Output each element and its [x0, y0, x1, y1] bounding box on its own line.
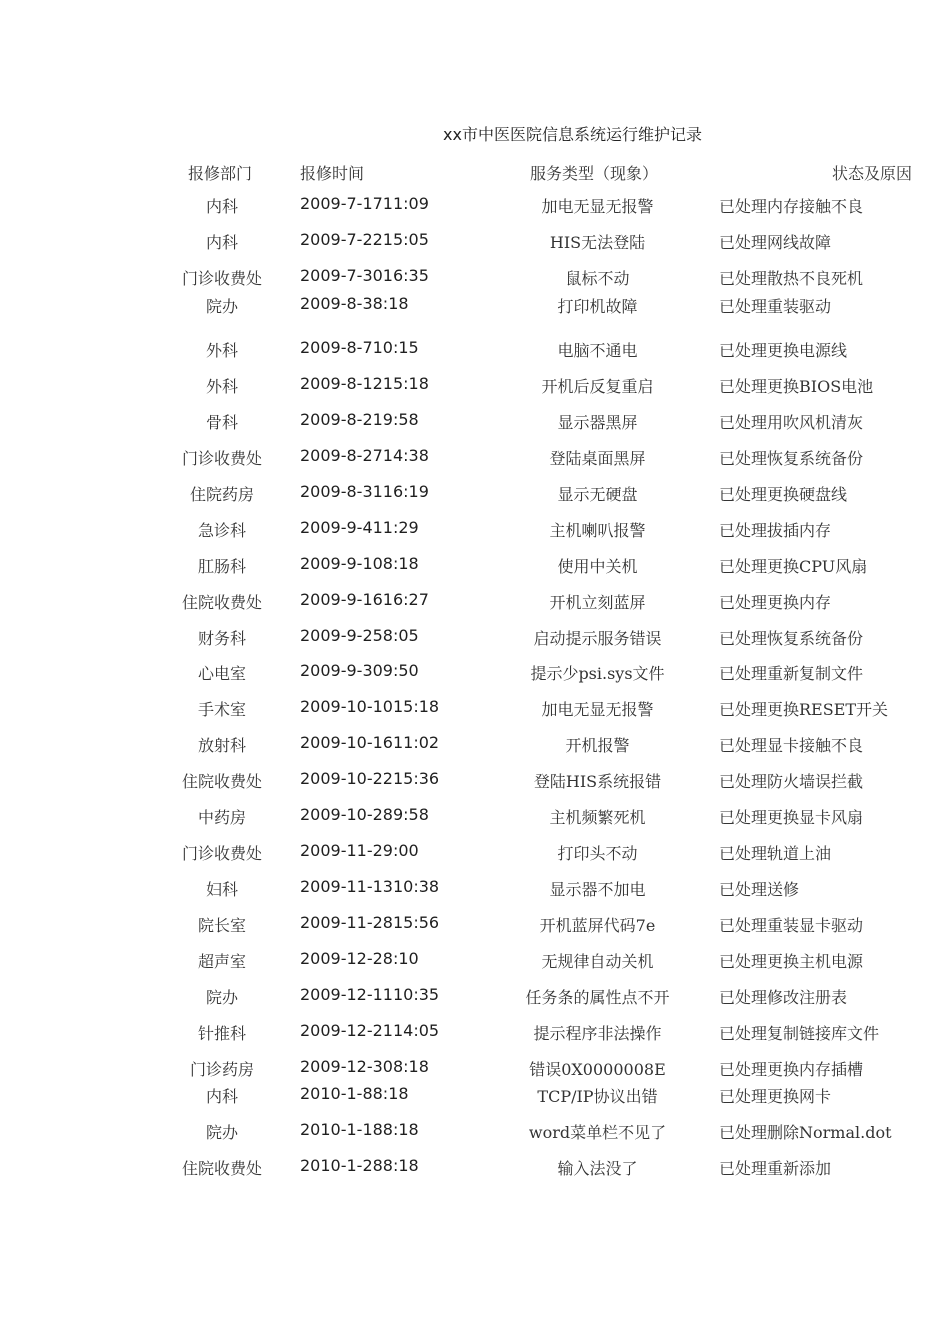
type-cell: word菜单栏不见了 — [528, 1123, 667, 1142]
type-cell: 开机蓝屏代码7e — [539, 916, 656, 935]
status-cell: 已处理恢复系统备份 — [719, 449, 864, 468]
status-cell: 已处理重装显卡驱动 — [719, 916, 864, 935]
time-cell: 2010-1-88:18 — [300, 1084, 409, 1103]
table-row — [0, 1057, 950, 1081]
dept-cell: 院办 — [205, 988, 238, 1007]
dept-cell: 门诊药房 — [189, 1060, 254, 1079]
type-cell: 加电无显无报警 — [541, 197, 654, 216]
status-cell: 已处理内存接触不良 — [719, 197, 864, 216]
dept-cell: 住院收费处 — [181, 593, 262, 612]
type-cell: 主机喇叭报警 — [549, 521, 646, 540]
table-row — [0, 626, 950, 650]
status-cell: 已处理更换主机电源 — [719, 952, 864, 971]
time-cell: 2009-9-411:29 — [300, 518, 419, 537]
header-time: 报修时间 — [300, 164, 365, 183]
status-cell: 已处理更换BIOS电池 — [719, 377, 874, 396]
table-row — [0, 661, 950, 685]
type-cell: 错误0X0000008E — [529, 1060, 666, 1079]
table-row — [0, 841, 950, 865]
dept-cell: 院长室 — [197, 916, 246, 935]
table-row — [0, 805, 950, 829]
dept-cell: 门诊收费处 — [181, 844, 262, 863]
status-cell: 已处理用吹风机清灰 — [719, 413, 864, 432]
status-cell: 已处理恢复系统备份 — [719, 629, 864, 648]
type-cell: 使用中关机 — [557, 557, 638, 576]
type-cell: 无规律自动关机 — [541, 952, 654, 971]
table-row — [0, 446, 950, 470]
table-row — [0, 194, 950, 218]
header-status: 状态及原因 — [832, 164, 913, 183]
time-cell: 2009-7-1711:09 — [300, 194, 429, 213]
dept-cell: 超声室 — [197, 952, 246, 971]
time-cell: 2009-8-38:18 — [300, 294, 409, 313]
dept-cell: 门诊收费处 — [181, 449, 262, 468]
time-cell: 2009-12-1110:35 — [300, 985, 440, 1004]
status-cell: 已处理网线故障 — [719, 233, 832, 252]
time-cell: 2009-7-2215:05 — [300, 230, 429, 249]
status-cell: 已处理拔插内存 — [719, 521, 832, 540]
type-cell: 显示器不加电 — [549, 880, 646, 899]
table-row — [0, 554, 950, 578]
dept-cell: 门诊收费处 — [181, 269, 262, 288]
type-cell: 显示无硬盘 — [557, 485, 638, 504]
header-dept: 报修部门 — [188, 164, 253, 183]
table-row — [0, 769, 950, 793]
status-cell: 已处理散热不良死机 — [719, 269, 864, 288]
dept-cell: 内科 — [205, 1087, 238, 1106]
status-cell: 已处理更换CPU风扇 — [719, 557, 868, 576]
time-cell: 2009-7-3016:35 — [300, 266, 429, 285]
time-cell: 2009-8-219:58 — [300, 410, 419, 429]
status-cell: 已处理修改注册表 — [719, 988, 848, 1007]
table-row — [0, 697, 950, 721]
type-cell: 任务条的属性点不开 — [525, 988, 670, 1007]
dept-cell: 肛肠科 — [197, 557, 246, 576]
time-cell: 2009-10-2215:36 — [300, 769, 440, 788]
time-cell: 2009-9-309:50 — [300, 661, 419, 680]
dept-cell: 针推科 — [197, 1024, 246, 1043]
table-row — [0, 1084, 950, 1108]
type-cell: 开机后反复重启 — [541, 377, 654, 396]
time-cell: 2009-10-289:58 — [300, 805, 429, 824]
status-cell: 已处理送修 — [719, 880, 800, 899]
type-cell: 开机报警 — [565, 736, 630, 755]
type-cell: 打印头不动 — [557, 844, 638, 863]
time-cell: 2009-9-1616:27 — [300, 590, 429, 609]
time-cell: 2009-11-1310:38 — [300, 877, 440, 896]
table-row — [0, 338, 950, 362]
dept-cell: 住院收费处 — [181, 772, 262, 791]
type-cell: 提示少psi.sys文件 — [530, 664, 665, 683]
status-cell: 已处理更换内存插槽 — [719, 1060, 864, 1079]
status-cell: 已处理更换显卡风扇 — [719, 808, 864, 827]
status-cell: 已处理更换电源线 — [719, 341, 848, 360]
dept-cell: 中药房 — [197, 808, 246, 827]
dept-cell: 院办 — [205, 297, 238, 316]
page-title: xx市中医医院信息系统运行维护记录 — [443, 125, 702, 144]
dept-cell: 心电室 — [197, 664, 246, 683]
table-row — [0, 410, 950, 434]
time-cell: 2009-11-29:00 — [300, 841, 419, 860]
time-cell: 2010-1-188:18 — [300, 1120, 419, 1139]
table-row — [0, 230, 950, 254]
time-cell: 2009-9-108:18 — [300, 554, 419, 573]
type-cell: 加电无显无报警 — [541, 700, 654, 719]
table-row — [0, 1156, 950, 1180]
header-type: 服务类型（现象） — [530, 164, 659, 183]
status-cell: 已处理显卡接触不良 — [719, 736, 864, 755]
time-cell: 2009-8-1215:18 — [300, 374, 429, 393]
type-cell: 鼠标不动 — [565, 269, 630, 288]
dept-cell: 急诊科 — [197, 521, 246, 540]
status-cell: 已处理重新复制文件 — [719, 664, 864, 683]
status-cell: 已处理删除Normal.dot — [719, 1123, 892, 1142]
table-row — [0, 518, 950, 542]
time-cell: 2009-8-710:15 — [300, 338, 419, 357]
time-cell: 2009-10-1015:18 — [300, 697, 440, 716]
status-cell: 已处理更换内存 — [719, 593, 832, 612]
type-cell: 显示器黑屏 — [557, 413, 638, 432]
table-row — [0, 374, 950, 398]
type-cell: TCP/IP协议出错 — [537, 1087, 658, 1106]
status-cell: 已处理重装驱动 — [719, 297, 832, 316]
type-cell: 登陆桌面黑屏 — [549, 449, 646, 468]
time-cell: 2009-10-1611:02 — [300, 733, 440, 752]
table-row — [0, 1021, 950, 1045]
type-cell: 电脑不通电 — [557, 341, 638, 360]
dept-cell: 外科 — [205, 341, 238, 360]
time-cell: 2009-12-2114:05 — [300, 1021, 440, 1040]
table-row — [0, 985, 950, 1009]
dept-cell: 放射科 — [197, 736, 246, 755]
type-cell: 输入法没了 — [557, 1159, 638, 1178]
type-cell: 打印机故障 — [557, 297, 638, 316]
table-row — [0, 266, 950, 290]
dept-cell: 手术室 — [197, 700, 246, 719]
time-cell: 2009-12-28:10 — [300, 949, 419, 968]
time-cell: 2009-11-2815:56 — [300, 913, 440, 932]
table-row — [0, 949, 950, 973]
time-cell: 2009-9-258:05 — [300, 626, 419, 645]
status-cell: 已处理复制链接库文件 — [719, 1024, 880, 1043]
status-cell: 已处理重新添加 — [719, 1159, 832, 1178]
table-row — [0, 877, 950, 901]
dept-cell: 住院药房 — [189, 485, 254, 504]
dept-cell: 财务科 — [197, 629, 246, 648]
dept-cell: 内科 — [205, 233, 238, 252]
time-cell: 2009-8-3116:19 — [300, 482, 429, 501]
type-cell: 启动提示服务错误 — [533, 629, 662, 648]
dept-cell: 外科 — [205, 377, 238, 396]
time-cell: 2009-12-308:18 — [300, 1057, 429, 1076]
table-row — [0, 482, 950, 506]
status-cell: 已处理更换网卡 — [719, 1087, 832, 1106]
table-row — [0, 733, 950, 757]
time-cell: 2010-1-288:18 — [300, 1156, 419, 1175]
dept-cell: 院办 — [205, 1123, 238, 1142]
status-cell: 已处理防火墙误拦截 — [719, 772, 864, 791]
time-cell: 2009-8-2714:38 — [300, 446, 429, 465]
type-cell: HIS无法登陆 — [549, 233, 646, 252]
status-cell: 已处理更换RESET开关 — [719, 700, 889, 719]
type-cell: 提示程序非法操作 — [533, 1024, 662, 1043]
status-cell: 已处理轨道上油 — [719, 844, 832, 863]
dept-cell: 妇科 — [205, 880, 238, 899]
dept-cell: 内科 — [205, 197, 238, 216]
type-cell: 登陆HIS系统报错 — [533, 772, 662, 791]
dept-cell: 骨科 — [205, 413, 238, 432]
type-cell: 开机立刻蓝屏 — [549, 593, 646, 612]
table-row — [0, 1120, 950, 1144]
dept-cell: 住院收费处 — [181, 1159, 262, 1178]
table-row — [0, 913, 950, 937]
table-row — [0, 590, 950, 614]
table-row — [0, 294, 950, 318]
type-cell: 主机频繁死机 — [549, 808, 646, 827]
status-cell: 已处理更换硬盘线 — [719, 485, 848, 504]
